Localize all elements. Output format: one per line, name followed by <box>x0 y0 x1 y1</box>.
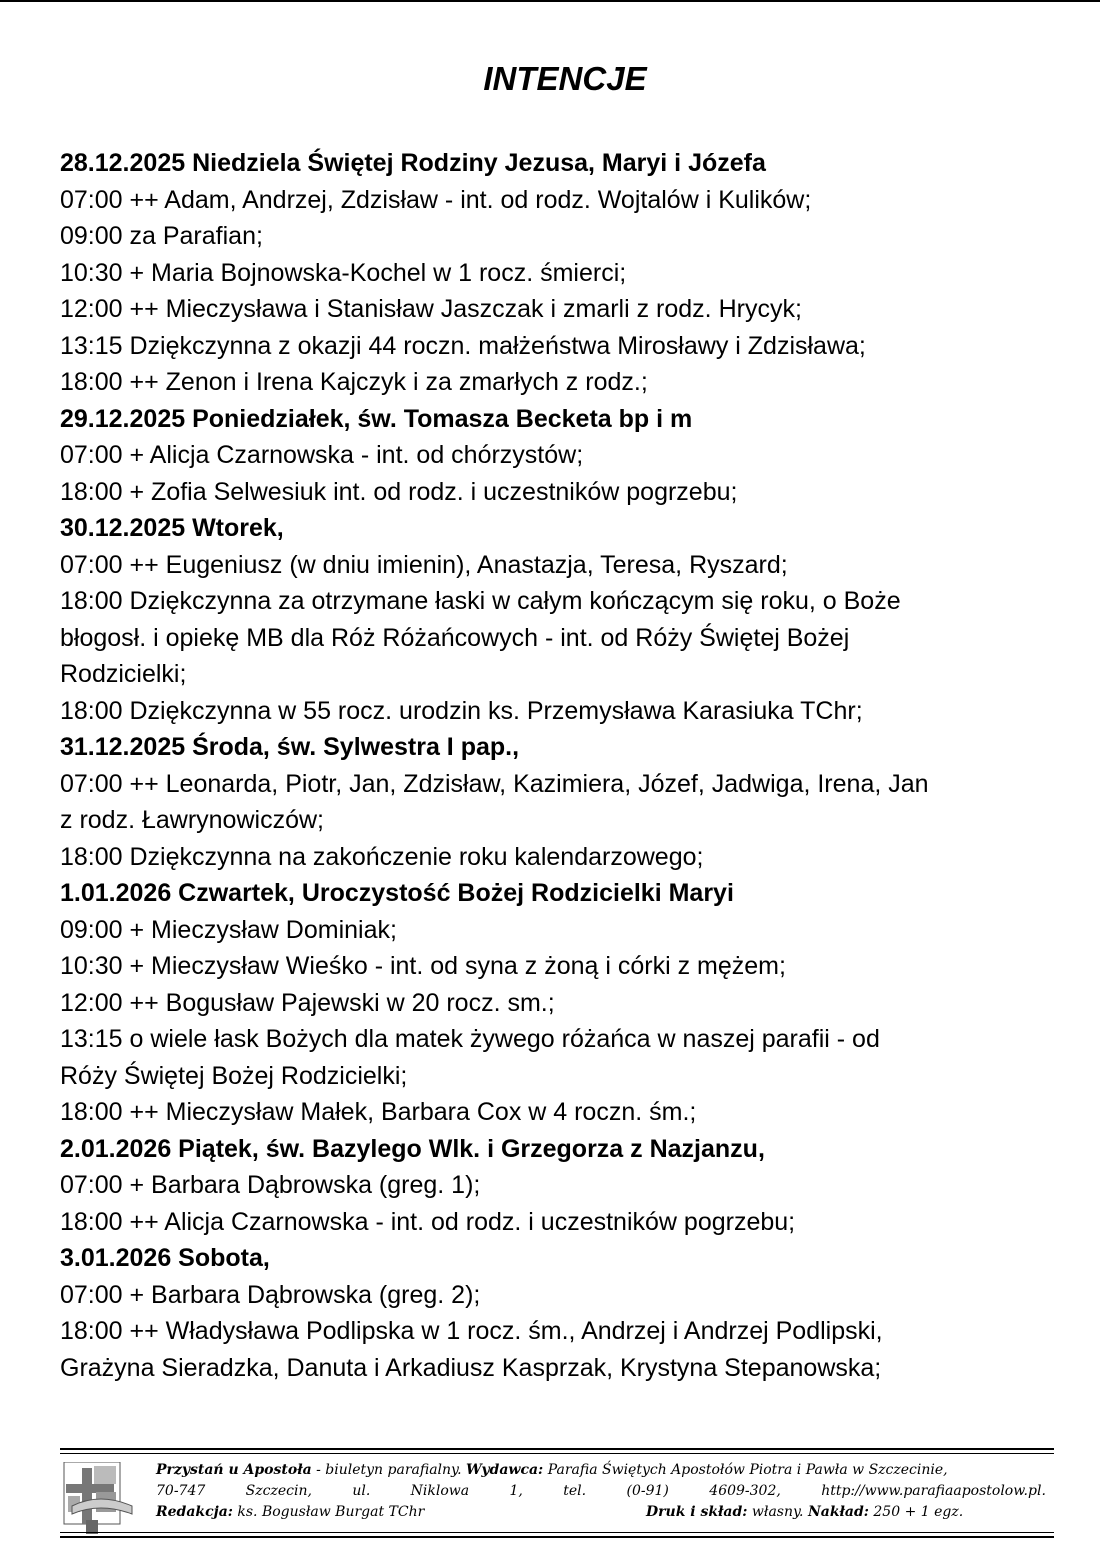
footer-top-rule <box>60 1448 1054 1450</box>
footer-line-3 <box>156 1502 1046 1523</box>
address-part: Szczecin, <box>245 1483 312 1499</box>
editor-label: Redakcja: <box>156 1504 233 1520</box>
intention-line: Rodzicielki; <box>60 660 187 688</box>
intention-line: Róży Świętej Bożej Rodzicielki; <box>60 1061 408 1090</box>
intention-line: 07:00 ++ Eugeniusz (w dniu imienin), Anastazja, Teresa, Ryszard; <box>60 550 788 579</box>
copies-value: 250 + 1 egz. <box>873 1504 964 1520</box>
parish-logo-icon <box>62 1462 140 1534</box>
intention-line: 07:00 + Alicja Czarnowska - int. od chórzystów; <box>60 441 584 469</box>
footer-address-line <box>156 1481 1046 1502</box>
intention-line: 13:15 Dziękczynna z okazji 44 roczn. małżeństwa Mirosławy i Zdzisława; <box>60 331 866 360</box>
day-heading: 1.01.2026 Czwartek, Uroczystość Bożej Rodzicielki Maryi <box>60 879 734 907</box>
bulletin-description: - biuletyn parafialny. <box>316 1462 462 1478</box>
address-part: http://www.parafiaapostolow.pl. <box>821 1483 1046 1499</box>
day-heading: 2.01.2026 Piątek, św. Bazylego Wlk. i Grzegorza z Nazjanzu, <box>60 1134 765 1163</box>
address-part: tel. <box>563 1483 587 1499</box>
intention-line: 18:00 ++ Zenon i Irena Kajczyk i za zmarłych z rodz.; <box>60 368 648 396</box>
intention-line: 18:00 Dziękczynna za otrzymane łaski w całym kończącym się roku, o Boże <box>60 587 901 615</box>
publisher-name: Parafia Świętych Apostołów Piotra i Pawła w Szczecinie, <box>547 1462 948 1478</box>
editor-name: ks. Bogusław Burgat TChr <box>237 1504 425 1520</box>
footer-line-1 <box>156 1460 1046 1481</box>
top-border-line <box>0 0 1100 2</box>
intention-line: 18:00 ++ Władysława Podlipska w 1 rocz. śm., Andrzej i Andrzej Podlipski, <box>60 1317 883 1345</box>
footer-top-rule-thin <box>60 1453 1054 1454</box>
footer <box>60 1448 1054 1538</box>
intentions-list <box>60 145 1070 1386</box>
intention-line: z rodz. Ławrynowiczów; <box>60 806 324 834</box>
day-heading: 28.12.2025 Niedziela Świętej Rodziny Jezusa, Maryi i Józefa <box>60 149 766 177</box>
intention-line: 10:30 + Maria Bojnowska-Kochel w 1 rocz. śmierci; <box>60 258 627 287</box>
intention-line: 07:00 + Barbara Dąbrowska (greg. 2); <box>60 1280 481 1309</box>
day-heading: 29.12.2025 Poniedziałek, św. Tomasza Becketa bp i m <box>60 404 693 433</box>
intention-line: 12:00 ++ Bogusław Pajewski w 20 rocz. sm.; <box>60 988 555 1017</box>
copies-label: Nakład: <box>807 1504 869 1520</box>
address-part: Niklowa <box>410 1483 470 1499</box>
intention-line: 18:00 ++ Mieczysław Małek, Barbara Cox w 4 roczn. śm.; <box>60 1098 697 1126</box>
intention-line: błogosł. i opiekę MB dla Róż Różańcowych - int. od Róży Świętej Bożej <box>60 623 850 652</box>
address-part: 4609-302, <box>709 1483 781 1499</box>
address-part: ul. <box>352 1483 371 1499</box>
print-value: własny. <box>751 1504 804 1520</box>
day-heading: 30.12.2025 Wtorek, <box>60 514 284 542</box>
address-part: (0-91) <box>626 1483 669 1499</box>
footer-bottom-rule-thin <box>60 1532 1054 1533</box>
intention-line: 07:00 + Barbara Dąbrowska (greg. 1); <box>60 1171 481 1199</box>
day-heading: 3.01.2026 Sobota, <box>60 1244 270 1272</box>
intention-line: 18:00 Dziękczynna na zakończenie roku kalendarzowego; <box>60 842 704 871</box>
intention-line: Grażyna Sieradzka, Danuta i Arkadiusz Kasprzak, Krystyna Stepanowska; <box>60 1353 882 1382</box>
print-label: Druk i skład: <box>646 1504 748 1520</box>
intention-line: 13:15 o wiele łask Bożych dla matek żywego różańca w naszej parafii - od <box>60 1025 880 1053</box>
intention-line: 07:00 ++ Leonarda, Piotr, Jan, Zdzisław, Kazimiera, Józef, Jadwiga, Irena, Jan <box>60 769 929 798</box>
day-heading: 31.12.2025 Środa, św. Sylwestra I pap., <box>60 733 520 761</box>
footer-bottom-rule <box>60 1536 1054 1538</box>
address-part: 70-747 <box>156 1483 206 1499</box>
intention-line: 18:00 + Zofia Selwesiuk int. od rodz. i uczestników pogrzebu; <box>60 477 738 506</box>
intention-line: 09:00 + Mieczysław Dominiak; <box>60 915 397 944</box>
intention-line: 18:00 ++ Alicja Czarnowska - int. od rodz. i uczestników pogrzebu; <box>60 1207 796 1236</box>
footer-credits <box>156 1460 1046 1523</box>
intention-line: 10:30 + Mieczysław Wieśko - int. od syna z żoną i córki z mężem; <box>60 952 786 980</box>
address-part: 1, <box>509 1483 523 1499</box>
page-title: INTENCJE <box>483 60 647 97</box>
intention-line: 07:00 ++ Adam, Andrzej, Zdzisław - int. od rodz. Wojtalów i Kulików; <box>60 185 812 214</box>
intention-line: 18:00 Dziękczynna w 55 rocz. urodzin ks. Przemysława Karasiuka TChr; <box>60 696 863 725</box>
bulletin-name: Przystań u Apostoła <box>156 1462 312 1478</box>
intention-line: 09:00 za Parafian; <box>60 222 263 250</box>
intention-line: 12:00 ++ Mieczysława i Stanisław Jaszczak i zmarli z rodz. Hrycyk; <box>60 295 802 323</box>
publisher-label: Wydawca: <box>466 1462 544 1478</box>
